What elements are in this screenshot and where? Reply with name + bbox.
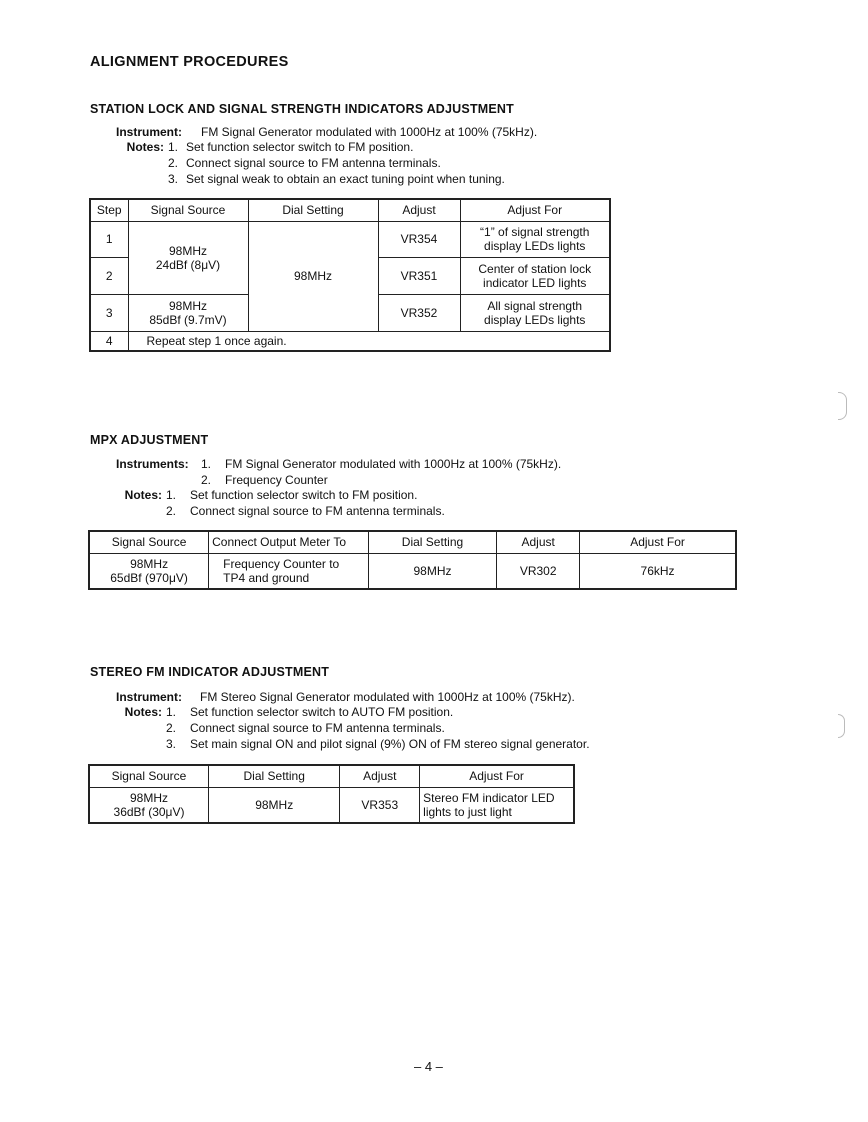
connect-line: Frequency Counter to (223, 556, 340, 571)
page-title: ALIGNMENT PROCEDURES (90, 54, 289, 70)
scan-mark (838, 714, 845, 738)
section3-notes (114, 704, 590, 752)
instrument-number: 1. (201, 457, 212, 471)
table-row (90, 221, 610, 257)
source-level: 85dBf (9.7mV) (149, 312, 227, 327)
note-text: Connect signal source to FM antenna terminals. (190, 504, 445, 518)
section1-instrument (116, 124, 537, 140)
header-step: Step (90, 199, 128, 221)
note-text: Connect signal source to FM antenna terminals. (186, 156, 441, 170)
section-title-station-lock: STATION LOCK AND SIGNAL STRENGTH INDICATORS ADJUSTMENT (90, 102, 514, 116)
notes-label: Notes: (124, 488, 162, 502)
instruments-label: Instruments: (116, 457, 189, 471)
header-adjust-for: Adjust For (580, 531, 736, 553)
notes-label: Notes: (124, 705, 162, 719)
header-adjust: Adjust (497, 531, 580, 553)
adjust-cell: VR352 (378, 294, 460, 331)
note-text: Set function selector switch to FM position. (186, 140, 414, 154)
note-text: Set function selector switch to AUTO FM position. (190, 705, 454, 719)
signal-source-cell (128, 294, 248, 331)
source-freq: 98MHz (168, 298, 207, 313)
header-adjust: Adjust (378, 199, 460, 221)
instrument-text: FM Stereo Signal Generator modulated with 1000Hz at 100% (75kHz). (200, 690, 575, 704)
station-lock-table (89, 198, 611, 352)
source-level: 36dBf (30μV) (113, 804, 185, 819)
dial-setting-cell: 98MHz (209, 787, 340, 823)
header-adjust-for: Adjust For (460, 199, 610, 221)
mpx-table (88, 530, 737, 590)
note-number: 2. (168, 156, 179, 170)
note-number: 3. (168, 172, 179, 186)
adjust-cell: VR302 (497, 553, 580, 589)
page-number: – 4 – (414, 1059, 443, 1074)
connect-line: TP4 and ground (223, 570, 310, 585)
section2-notes (114, 487, 445, 519)
header-dial-setting: Dial Setting (209, 765, 340, 787)
note-number: 1. (166, 705, 177, 719)
step-cell: 2 (90, 257, 128, 294)
instrument-label: Instrument: (116, 125, 182, 139)
table-header-row (89, 765, 574, 787)
note-number: 1. (168, 140, 179, 154)
header-signal-source: Signal Source (128, 199, 248, 221)
step-cell: 1 (90, 221, 128, 257)
notes-label: Notes: (126, 140, 164, 154)
section-title-mpx: MPX ADJUSTMENT (90, 433, 209, 447)
section-title-stereo-fm: STEREO FM INDICATOR ADJUSTMENT (90, 665, 330, 679)
header-dial-setting: Dial Setting (248, 199, 378, 221)
signal-source-cell (89, 553, 209, 589)
step-cell: 4 (90, 331, 128, 351)
instrument-number: 2. (201, 473, 212, 487)
signal-source-cell (128, 221, 248, 294)
repeat-step-cell: Repeat step 1 once again. (128, 331, 610, 351)
adjust-for-cell: 76kHz (580, 553, 736, 589)
scan-mark (838, 392, 847, 420)
source-freq: 98MHz (168, 243, 207, 258)
header-dial-setting: Dial Setting (368, 531, 497, 553)
note-text: Set signal weak to obtain an exact tuning point when tuning. (186, 172, 505, 186)
section2-instruments (116, 456, 561, 488)
note-text: Connect signal source to FM antenna terminals. (190, 721, 445, 735)
note-number: 2. (166, 504, 177, 518)
note-number: 1. (166, 488, 177, 502)
note-text: Set main signal ON and pilot signal (9%) ON of FM stereo signal generator. (190, 737, 590, 751)
header-signal-source: Signal Source (89, 765, 209, 787)
section1-notes (116, 139, 505, 187)
instrument-label: Instrument: (116, 690, 182, 704)
table-header-row (90, 199, 610, 221)
source-freq: 98MHz (130, 556, 169, 571)
header-adjust-for: Adjust For (420, 765, 574, 787)
adjust-for-line: “1” of signal strength (480, 225, 590, 239)
adjust-cell: VR351 (378, 257, 460, 294)
adjust-cell: VR353 (340, 787, 420, 823)
header-adjust: Adjust (340, 765, 420, 787)
header-connect-output: Connect Output Meter To (209, 531, 369, 553)
adjust-for-line: display LEDs lights (484, 239, 586, 253)
adjust-for-line: Center of station lock (478, 261, 592, 276)
dial-setting-cell: 98MHz (248, 221, 378, 331)
header-signal-source: Signal Source (89, 531, 209, 553)
source-freq: 98MHz (129, 790, 168, 805)
stereo-fm-table (88, 764, 575, 824)
signal-source-cell (89, 787, 209, 823)
note-text: Set function selector switch to FM position. (190, 488, 418, 502)
source-level: 65dBf (970μV) (110, 570, 188, 585)
section3-instrument (116, 689, 575, 705)
step-cell: 3 (90, 294, 128, 331)
adjust-cell: VR354 (378, 221, 460, 257)
adjust-for-line: Stereo FM indicator LED (423, 790, 555, 805)
adjust-for-line: lights to just light (423, 804, 512, 819)
adjust-for-cell (460, 257, 610, 294)
table-row (90, 331, 610, 351)
adjust-for-line: All signal strength (487, 298, 583, 313)
adjust-for-cell (420, 787, 574, 823)
table-row (89, 787, 574, 823)
adjust-for-cell (460, 221, 610, 257)
source-level: 24dBf (8μV) (155, 257, 221, 272)
table-row (89, 553, 736, 589)
note-number: 3. (166, 737, 177, 751)
table-header-row (89, 531, 736, 553)
instrument-text: Frequency Counter (225, 473, 328, 487)
adjust-for-cell (460, 294, 610, 331)
connect-output-cell (209, 553, 369, 589)
adjust-for-line: indicator LED lights (483, 275, 587, 290)
dial-setting-cell: 98MHz (368, 553, 497, 589)
note-number: 2. (166, 721, 177, 735)
instrument-text: FM Signal Generator modulated with 1000Hz at 100% (75kHz). (201, 125, 538, 139)
instrument-text: FM Signal Generator modulated with 1000Hz at 100% (75kHz). (225, 457, 562, 471)
adjust-for-line: display LEDs lights (484, 312, 586, 327)
